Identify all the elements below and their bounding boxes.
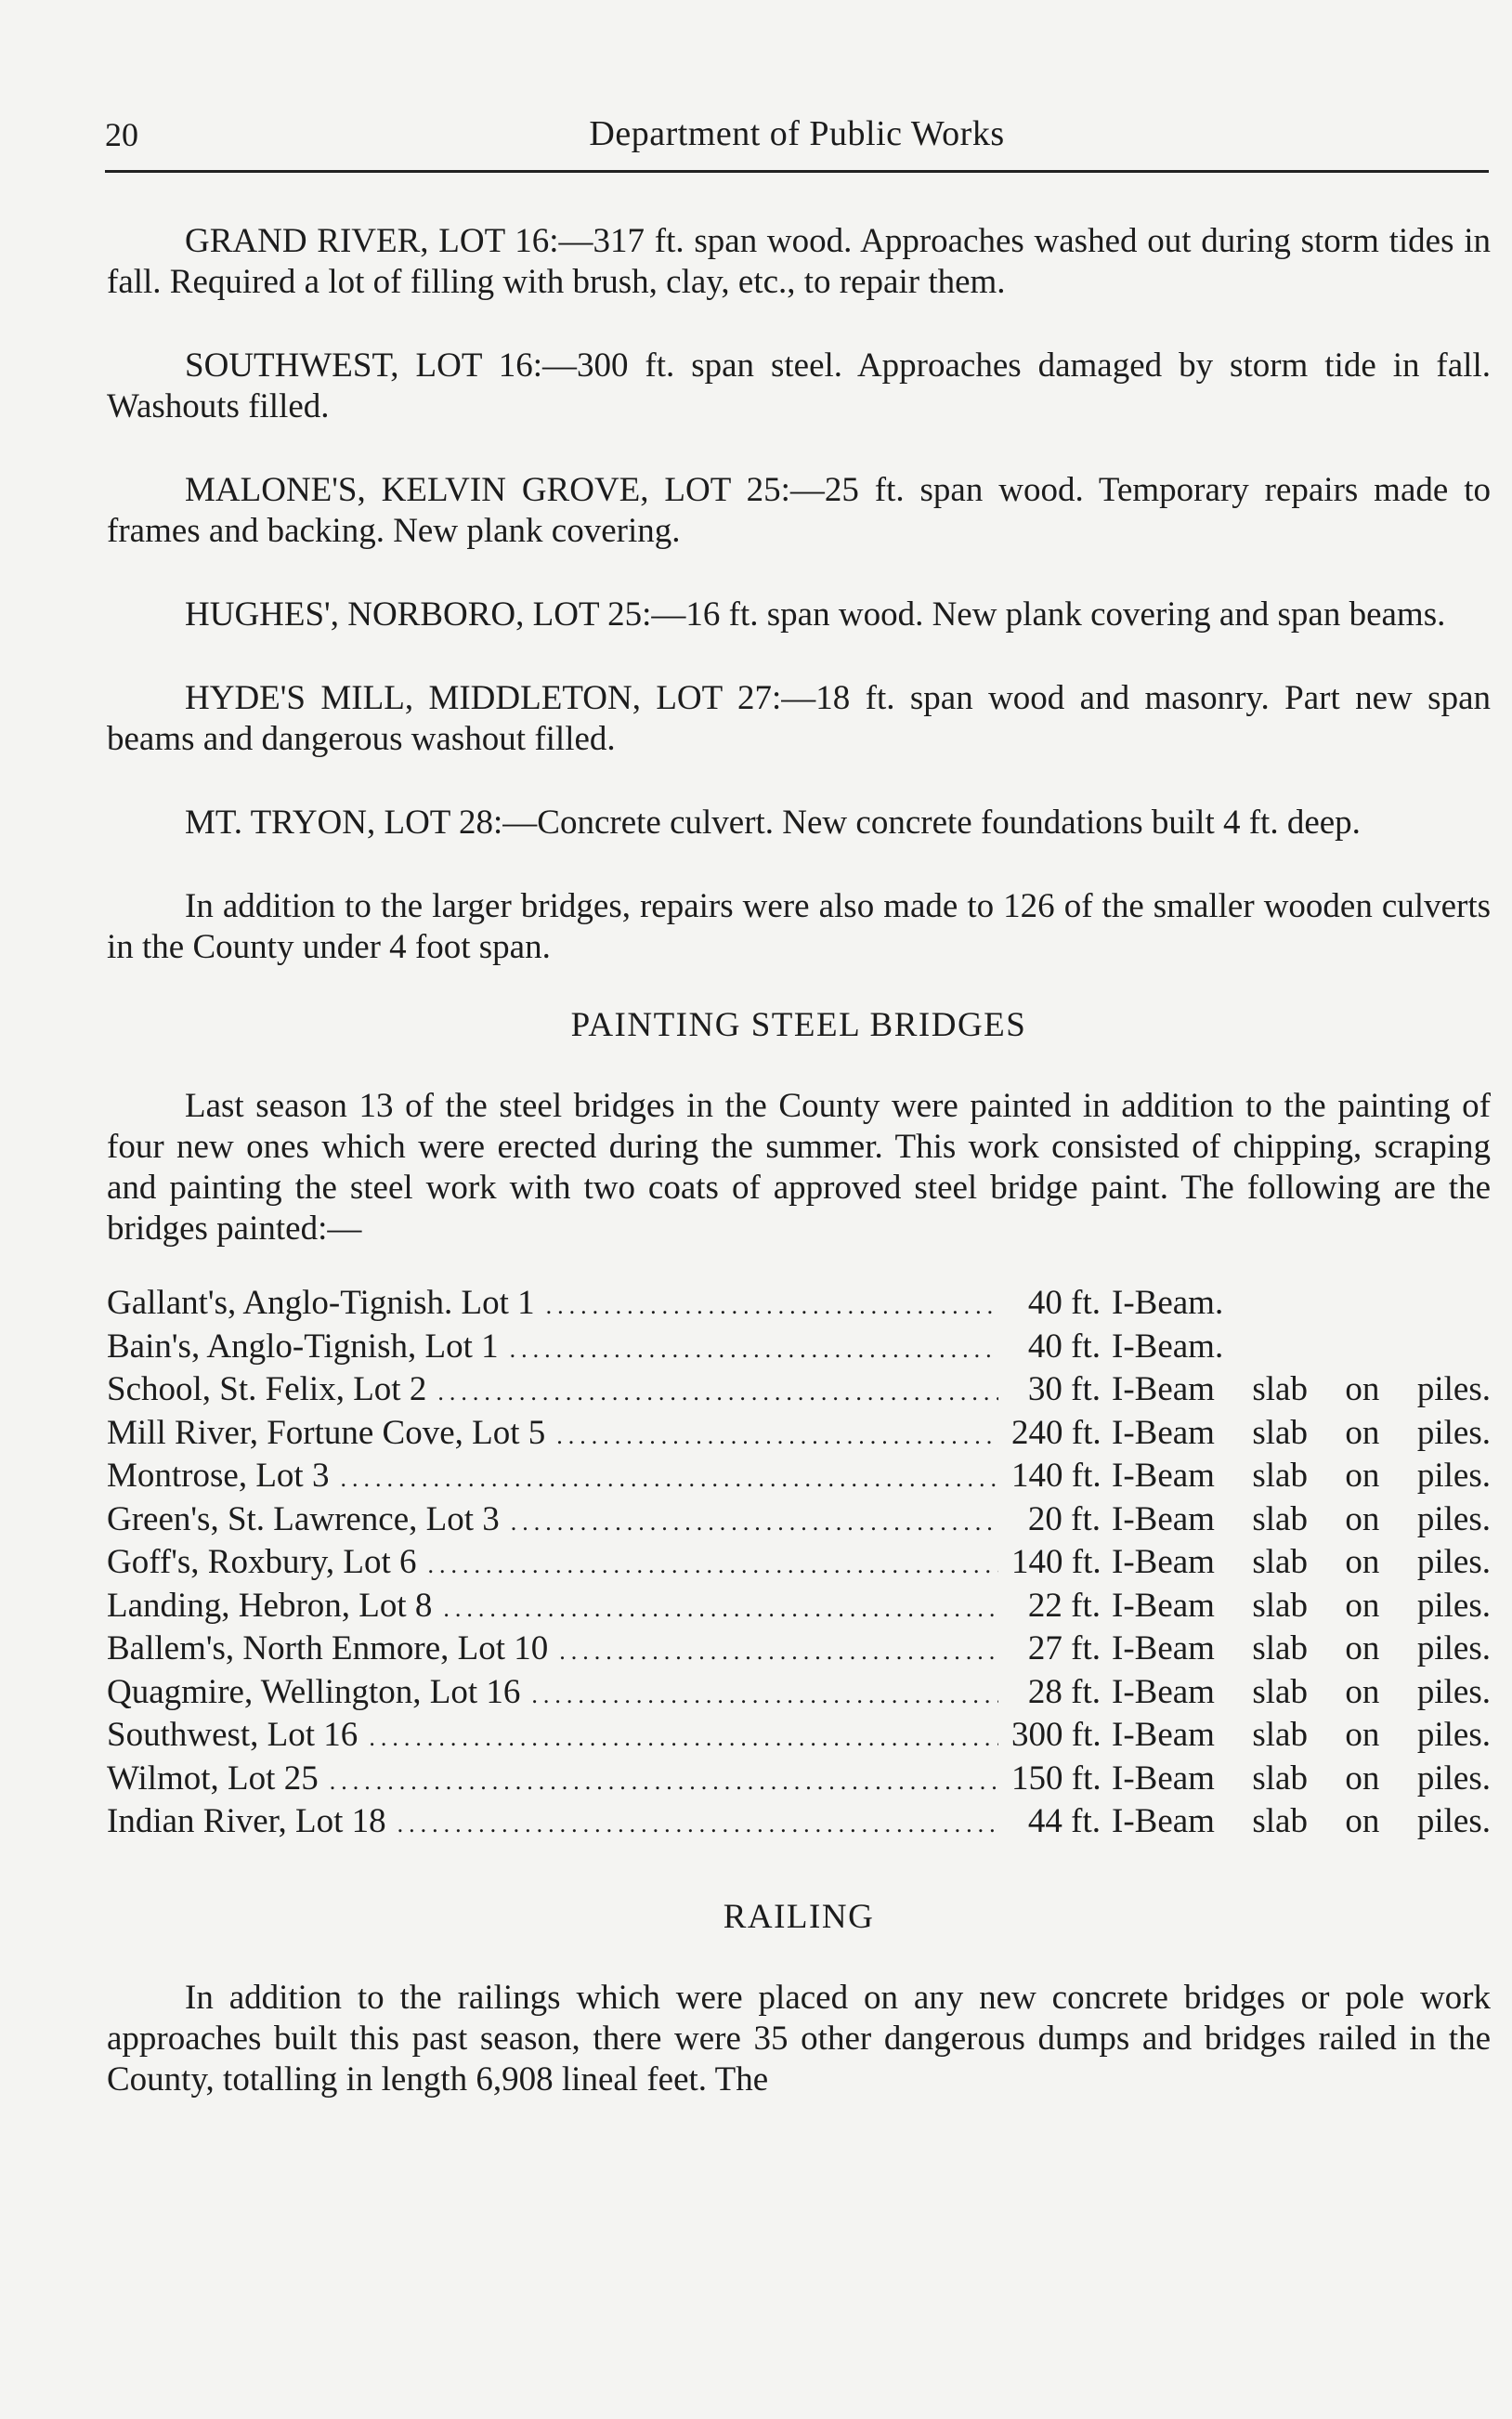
bridge-name: School, St. Felix, Lot 2 [107, 1370, 427, 1408]
bridge-span: 27 ft. [1027, 1629, 1101, 1667]
bridge-name: Southwest, Lot 16 [107, 1716, 358, 1754]
bridge-row [107, 1456, 1491, 1499]
paragraph-southwest: SOUTHWEST, LOT 16:—300 ft. span steel. Approaches damaged by storm tide in fall. Washouts filled. [107, 347, 1491, 425]
section-heading-railing: RAILING [723, 1897, 875, 1936]
page-header [105, 110, 1489, 162]
dot-leader [398, 1804, 998, 1845]
dot-leader [531, 1675, 998, 1716]
paragraph-grand-river: GRAND RIVER, LOT 16:—317 ft. span wood. Approaches washed out during storm tides in fall. Required a lot of filling with brush, clay, etc., to repair them. [107, 222, 1491, 301]
paragraph-railing: In addition to the railings which were placed on any new concrete bridges or pole work approaches built this past season, there were 35 other dangerous dumps and bridges railed in the County, totalling in length 6,908 lineal feet. The [107, 1978, 1491, 2099]
bridge-description: I-Beam slab on piles. [1112, 1759, 1491, 1798]
bridge-row [107, 1542, 1491, 1586]
dot-leader [340, 1458, 998, 1499]
bridge-name: Gallant's, Anglo-Tignish. Lot 1 [107, 1284, 535, 1322]
dot-leader [428, 1545, 999, 1586]
paragraph-malones: MALONE'S, KELVIN GROVE, LOT 25:—25 ft. span wood. Temporary repairs made to frames and backing. New plank covering. [107, 471, 1491, 550]
dot-leader [437, 1372, 998, 1413]
bridge-name: Goff's, Roxbury, Lot 6 [107, 1543, 417, 1581]
bridge-row [107, 1759, 1491, 1802]
bridge-description: I-Beam slab on piles. [1112, 1629, 1491, 1667]
bridge-span: 28 ft. [1027, 1672, 1101, 1711]
bridge-description: I-Beam slab on piles. [1112, 1413, 1491, 1452]
bridge-row [107, 1715, 1491, 1759]
bridge-description: I-Beam slab on piles. [1112, 1499, 1491, 1538]
bridge-name: Ballem's, North Enmore, Lot 10 [107, 1629, 549, 1667]
paragraph-culverts: In addition to the larger bridges, repairs were also made to 126 of the smaller wooden culverts in the County under 4 foot span. [107, 887, 1491, 966]
bridge-row [107, 1801, 1491, 1845]
bridge-description: I-Beam slab on piles. [1112, 1716, 1491, 1754]
dot-leader [330, 1761, 998, 1802]
dot-leader [369, 1718, 998, 1759]
bridge-description: I-Beam. [1112, 1327, 1224, 1366]
dot-leader [511, 1502, 998, 1543]
bridge-row [107, 1672, 1491, 1716]
bridge-name: Montrose, Lot 3 [107, 1457, 330, 1495]
bridge-span: 22 ft. [1027, 1586, 1101, 1625]
bridge-row [107, 1327, 1491, 1370]
paragraph-painting-intro: Last season 13 of the steel bridges in the County were painted in addition to the painting of four new ones which were erected during the summer. This work consisted of chipping, scraping and painting the steel work with two coats of approved steel bridge paint. The following are the bridges painted:— [107, 1087, 1491, 1248]
bridge-name: Quagmire, Wellington, Lot 16 [107, 1672, 521, 1711]
bridge-span: 20 ft. [1027, 1499, 1101, 1538]
bridge-span: 300 ft. [1011, 1716, 1101, 1754]
bridge-row [107, 1499, 1491, 1543]
painted-bridges-list [107, 1283, 1491, 1845]
bridge-row [107, 1413, 1491, 1457]
bridge-name: Indian River, Lot 18 [107, 1802, 386, 1840]
bridge-name: Bain's, Anglo-Tignish, Lot 1 [107, 1327, 499, 1366]
bridge-description: I-Beam slab on piles. [1112, 1370, 1491, 1408]
bridge-description: I-Beam. [1112, 1284, 1224, 1322]
paragraph-mt-tryon: MT. TRYON, LOT 28:—Concrete culvert. New concrete foundations built 4 ft. deep. [185, 804, 1361, 842]
bridge-row [107, 1283, 1491, 1327]
bridge-description: I-Beam slab on piles. [1112, 1802, 1491, 1840]
bridge-name: Landing, Hebron, Lot 8 [107, 1586, 433, 1625]
dot-leader [443, 1589, 998, 1629]
bridge-name: Mill River, Fortune Cove, Lot 5 [107, 1413, 546, 1452]
bridge-name: Green's, St. Lawrence, Lot 3 [107, 1499, 500, 1538]
paragraph-hughes: HUGHES', NORBORO, LOT 25:—16 ft. span wood. New plank covering and span beams. [185, 595, 1446, 634]
bridge-description: I-Beam slab on piles. [1112, 1586, 1491, 1625]
bridge-span: 140 ft. [1011, 1543, 1101, 1581]
bridge-span: 240 ft. [1011, 1413, 1101, 1452]
header-rule [105, 170, 1489, 173]
bridge-span: 30 ft. [1027, 1370, 1101, 1408]
dot-leader [510, 1329, 998, 1370]
bridge-description: I-Beam slab on piles. [1112, 1457, 1491, 1495]
bridge-name: Wilmot, Lot 25 [107, 1759, 319, 1798]
running-head: Department of Public Works [589, 114, 1005, 153]
bridge-row [107, 1586, 1491, 1629]
bridge-span: 140 ft. [1011, 1457, 1101, 1495]
bridge-span: 40 ft. [1027, 1327, 1101, 1366]
page-body [107, 221, 1491, 2143]
section-heading-painting: PAINTING STEEL BRIDGES [570, 1006, 1027, 1044]
page-number: 20 [105, 116, 138, 153]
dot-leader [559, 1631, 998, 1672]
dot-leader [546, 1286, 998, 1327]
paragraph-hydes-mill: HYDE'S MILL, MIDDLETON, LOT 27:—18 ft. span wood and masonry. Part new span beams and dangerous washout filled. [107, 679, 1491, 758]
dot-leader [556, 1416, 998, 1457]
bridge-row [107, 1369, 1491, 1413]
bridge-span: 44 ft. [1027, 1802, 1101, 1840]
bridge-row [107, 1628, 1491, 1672]
bridge-description: I-Beam slab on piles. [1112, 1543, 1491, 1581]
bridge-span: 40 ft. [1027, 1284, 1101, 1322]
bridge-span: 150 ft. [1011, 1759, 1101, 1798]
bridge-description: I-Beam slab on piles. [1112, 1672, 1491, 1711]
